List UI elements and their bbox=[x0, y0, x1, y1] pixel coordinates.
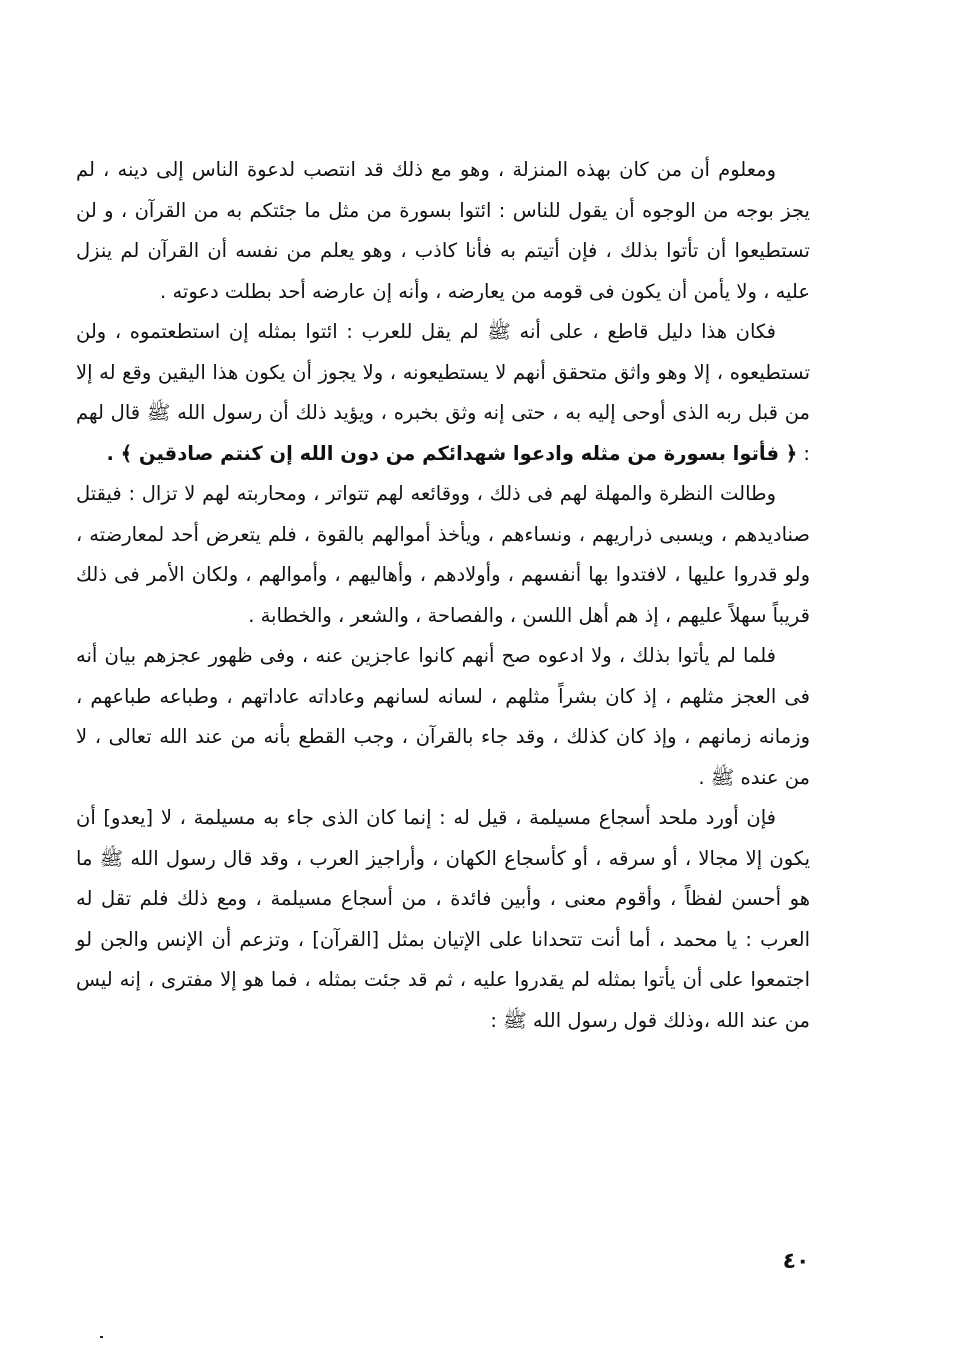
paragraph-2 bbox=[76, 312, 810, 474]
paragraph-4 bbox=[76, 636, 810, 798]
page-number: ٤٠ bbox=[782, 1249, 810, 1274]
paragraph-3-text: وطالت النظرة والمهلة لهم فى ذلك ، ووقائعه لهم تتواتر ، ومحاربته لهم لا تزال : فيقتل صناديدهم ، ويسبى ذراريهم ، ونساءهم ، ويأخذ أموالهم بالقوة ، فلم يتعرض أحد لمعارضته ، ولو قدروا عليها ، لافتدوا بها أنفسهم ، وأولادهم ، وأهاليهم ، وأموالهم ، ولكان الأمر فى ذلك قريباً سهلاً عليهم ، إذ هم أهل اللسن ، والفصاحة ، والشعر ، والخطابة . bbox=[76, 482, 810, 627]
scan-speck bbox=[100, 1336, 103, 1338]
body-text bbox=[76, 150, 810, 1041]
paragraph-4-text: فلما لم يأتوا بذلك ، ولا ادعوه صح أنهم كانوا عاجزين عنه ، وفى ظهور عجزهم بيان أنه فى العجز مثلهم ، إذ كان بشراً مثلهم ، لسانه لسانهم وعاداته عاداتهم ، وطباعه طباعهم ، وزمانه زمانهم ، وإذ كان كذلك ، وقد جاء بالقرآن ، وجب القطع بأنه من عند الله تعالى ، لا من عنده ﷺ . bbox=[76, 644, 810, 789]
paragraph-2-text: فكان هذا دليل قاطع ، على أنه ﷺ لم يقل للعرب : ائتوا بمثله إن استطعتموه ، ولن تستطيعوه ، إلا وهو واثق متحقق أنهم لا يستطيعونه ، ولا يجوز أن يكون هذا اليقين وقع له إلا من قبل ربه الذى أوحى إليه به ، حتى إنه وثق بخبره ، ويؤيد ذلك أن رسول الله ﷺ قال لهم : bbox=[76, 320, 810, 465]
paragraph-5-text: فإن أورد ملحد أسجاع مسيلمة ، قيل له : إنما كان الذى جاء به مسيلمة ، لا [يعدو] أن يكون إلا مجالا ، أو سرقه ، أو كأسجاع الكهان ، وأراجيز العرب ، وقد قال رسول الله ﷺ ما هو أحسن لفظاً ، وأقوم معنى ، وأبين فائدة ، من أسجاع مسيلمة ، ومع ذلك فلم تقل له العرب : يا محمد ، أما أنت تتحدانا على الإتيان بمثل [القرآن] ، وتزعم أن الإنس والجن لو اجتمعوا على أن يأتوا بمثله لم يقدروا عليه ، ثم قد جئت بمثله ، فما هو إلا مفترى ، إنه ليس من عند الله ،وذلك قول رسول الله ﷺ : bbox=[76, 806, 810, 1032]
paragraph-3 bbox=[76, 474, 810, 636]
quranic-quote: ﴿ فأتوا بسورة من مثله وادعوا شهدائكم من دون الله إن كنتم صادقين ﴾ . bbox=[106, 441, 798, 465]
paragraph-1 bbox=[76, 150, 810, 312]
paragraph-5 bbox=[76, 798, 810, 1041]
paragraph-1-text: ومعلوم أن من كان بهذه المنزلة ، وهو مع ذلك قد انتصب لدعوة الناس إلى دينه ، لم يجز بوجه من الوجوه أن يقول للناس : ائتوا بسورة من مثل ما جئتكم به من القرآن ، و لن تستطيعوا أن تأتوا بذلك ، فإن أتيتم به فأنا كاذب ، وهو يعلم من نفسه أن القرآن لم ينزل عليه ، ولا يأمن أن يكون فى قومه من يعارضه ، وأنه إن عارضه أحد بطلت دعوته . bbox=[76, 158, 810, 303]
